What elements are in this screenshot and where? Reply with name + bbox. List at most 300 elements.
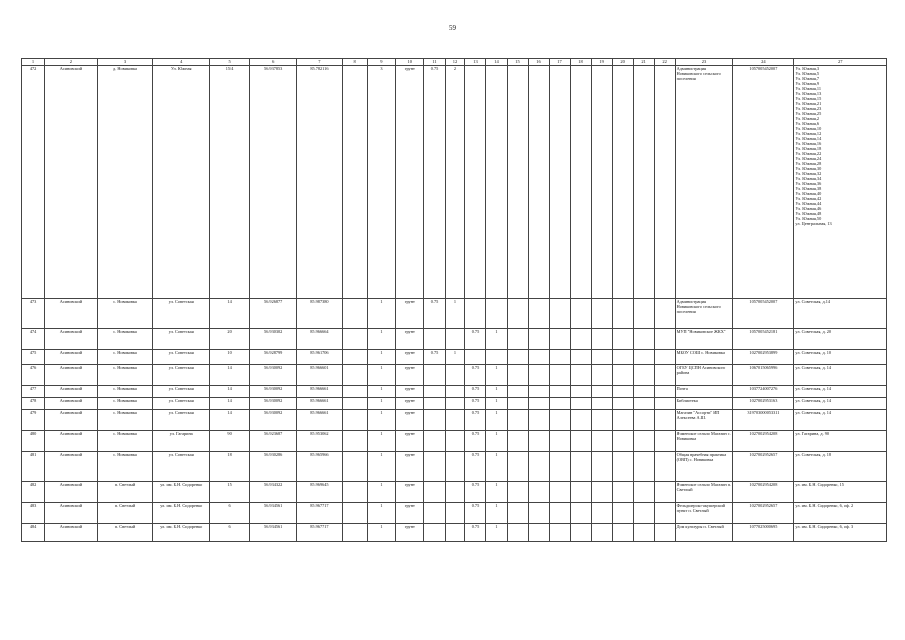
table-cell (612, 524, 633, 542)
table-row (22, 431, 887, 452)
table-row (22, 365, 887, 386)
address-item: Ул. Южная,50 (795, 216, 822, 221)
table-cell (528, 66, 549, 299)
column-header: 12 (445, 59, 465, 66)
table-cell: ОГБУ ЦСПН Асиновского района (675, 365, 733, 386)
address-list (795, 66, 885, 226)
table-cell: с. Новиковка (97, 299, 153, 329)
table-cell (424, 482, 445, 503)
table-cell (570, 524, 591, 542)
table-cell (570, 350, 591, 365)
table-cell: п. Светлый (97, 482, 153, 503)
table-row (22, 386, 887, 398)
table-cell: 56.930092 (250, 386, 297, 398)
table-cell (445, 482, 465, 503)
table-cell: 1 (486, 329, 507, 350)
table-cell (591, 365, 612, 386)
table-cell (654, 524, 675, 542)
table-cell: Асиновский (45, 503, 98, 524)
table-cell (424, 524, 445, 542)
table-cell (612, 66, 633, 299)
address-item: Ул. Южная,36 (795, 181, 822, 186)
table-cell (549, 398, 570, 410)
table-cell: 1037724007276 (733, 386, 794, 398)
table-cell (612, 452, 633, 482)
table-cell (654, 482, 675, 503)
table-cell (342, 452, 367, 482)
table-cell: 1027002952657 (733, 503, 794, 524)
address-item: Ул. Южная,6 (795, 121, 820, 126)
table-cell (342, 431, 367, 452)
table-cell (424, 329, 445, 350)
table-cell: 85.966601 (297, 365, 342, 386)
table-cell: 0.75 (465, 482, 486, 503)
address-item: Ул. Южная,5 (795, 71, 820, 76)
table-cell (549, 66, 570, 299)
table-cell: грунт (396, 482, 424, 503)
table-cell: 56.928799 (250, 350, 297, 365)
table-cell: Администрация Новиковского сельского поселения (675, 299, 733, 329)
table-cell: 482 (22, 482, 45, 503)
table-cell: 0.75 (465, 452, 486, 482)
table-cell: 85.966664 (297, 329, 342, 350)
table-cell: 14 (210, 398, 250, 410)
table-cell: 0.75 (465, 329, 486, 350)
table-cell: ул. им. Б.Н. Сидоренко, 15 (794, 482, 887, 503)
table-cell: 1077025000695 (733, 524, 794, 542)
table-cell: 10 (210, 350, 250, 365)
column-header: 23 (675, 59, 733, 66)
table-cell (445, 386, 465, 398)
table-cell (528, 350, 549, 365)
column-number-row (22, 59, 887, 66)
table-cell (342, 503, 367, 524)
table-cell: 1 (367, 482, 395, 503)
table-cell (424, 386, 445, 398)
table-cell: ул. Советская, д. 10 (794, 350, 887, 365)
table-cell (591, 66, 612, 299)
table-cell (342, 329, 367, 350)
table-cell: ул. Советская, д. 18 (794, 452, 887, 482)
column-header: 3 (97, 59, 153, 66)
table-cell (654, 398, 675, 410)
table-cell: грунт (396, 431, 424, 452)
table-cell (465, 66, 486, 299)
table-cell (612, 482, 633, 503)
table-cell: ул. им. Б.Н. Сидоренко (153, 503, 210, 524)
table-cell (342, 524, 367, 542)
column-header: 21 (633, 59, 654, 66)
column-header: 14 (486, 59, 507, 66)
table-cell (549, 452, 570, 482)
table-cell: 1 (486, 398, 507, 410)
table-cell: ул. Гагарина (153, 431, 210, 452)
table-cell (612, 299, 633, 329)
table-row (22, 524, 887, 542)
table-cell (654, 452, 675, 482)
table-cell: Асиновский (45, 482, 98, 503)
table-cell (528, 299, 549, 329)
table-cell (549, 329, 570, 350)
table-cell (612, 329, 633, 350)
table-cell (424, 398, 445, 410)
table-cell (528, 452, 549, 482)
table-cell (549, 350, 570, 365)
table-cell (528, 482, 549, 503)
table-cell: ул. им. Б.Н. Сидоренко, 6, оф. 3 (794, 524, 887, 542)
table-cell: Асиновский (45, 66, 98, 299)
table-row (22, 329, 887, 350)
table-cell: 14 (210, 410, 250, 431)
table-cell (424, 365, 445, 386)
table-cell (342, 410, 367, 431)
table-cell: ул. Советская, д. 14 (794, 398, 887, 410)
table-cell (549, 482, 570, 503)
address-item: Ул. Южная,23 (795, 106, 822, 111)
address-item: Ул. Южная,11 (795, 86, 822, 91)
table-cell (591, 431, 612, 452)
table-cell: Ячменское сельпо Магазин п. Светлый (675, 482, 733, 503)
table-cell (342, 386, 367, 398)
table-cell: ул. Советская (153, 329, 210, 350)
address-item: Ул. Южная,12 (795, 131, 822, 136)
table-cell: 319703000053311 (733, 410, 794, 431)
table-cell (570, 299, 591, 329)
table-cell (507, 350, 528, 365)
table-cell (591, 329, 612, 350)
table-cell: с. Новиковка (97, 431, 153, 452)
table-cell (633, 350, 654, 365)
table-cell: Администрация Новиковского сельского поселения (675, 66, 733, 299)
table-cell: грунт (396, 386, 424, 398)
table-row (22, 410, 887, 431)
column-header: 7 (297, 59, 342, 66)
table-cell: с. Новиковка (97, 350, 153, 365)
address-item: Ул. Южная,32 (795, 171, 822, 176)
table-cell: 56.934561 (250, 503, 297, 524)
table-cell (633, 329, 654, 350)
table-cell: 14 (210, 365, 250, 386)
address-item: Ул. Южная,9 (795, 81, 820, 86)
table-cell (342, 66, 367, 299)
table-cell (507, 398, 528, 410)
table-cell: ул. Советская (153, 365, 210, 386)
table-cell (507, 299, 528, 329)
table-cell: ул. Советская (153, 452, 210, 482)
table-cell: 6 (210, 524, 250, 542)
table-cell: 0.75 (465, 431, 486, 452)
table-cell: Асиновский (45, 386, 98, 398)
table-cell (342, 482, 367, 503)
address-item: Ул. Южная,21 (795, 101, 822, 106)
table-cell: МУП "Новиковское ЖКХ" (675, 329, 733, 350)
table-cell: 15/4 (210, 66, 250, 299)
table-cell: 56.937853 (250, 66, 297, 299)
table-cell: грунт (396, 452, 424, 482)
address-item: Ул. Южная,7 (795, 76, 820, 81)
table-cell: 1 (367, 386, 395, 398)
table-cell (570, 482, 591, 503)
table-cell: 472 (22, 66, 45, 299)
table-cell (612, 410, 633, 431)
table-cell (633, 431, 654, 452)
table-cell: 56.930302 (250, 329, 297, 350)
table-cell (633, 524, 654, 542)
table-cell: 481 (22, 452, 45, 482)
table-cell (591, 398, 612, 410)
table-cell (528, 410, 549, 431)
table-cell (633, 482, 654, 503)
table-cell (507, 365, 528, 386)
table-cell: 475 (22, 350, 45, 365)
table-cell (570, 431, 591, 452)
table-cell (570, 365, 591, 386)
table-cell (654, 431, 675, 452)
table-cell: 85.967717 (297, 503, 342, 524)
address-item: Ул. Южная,28 (795, 161, 822, 166)
table-cell: грунт (396, 524, 424, 542)
table-cell (654, 329, 675, 350)
table-cell (445, 524, 465, 542)
table-cell (570, 452, 591, 482)
table-cell (591, 386, 612, 398)
table-cell: п. Светлый (97, 524, 153, 542)
table-cell: 56.930092 (250, 398, 297, 410)
table-cell: 1 (367, 524, 395, 542)
column-header: 15 (507, 59, 528, 66)
table-cell: 0.75 (465, 524, 486, 542)
table-cell: грунт (396, 398, 424, 410)
table-cell (549, 365, 570, 386)
table-cell: 85.967717 (297, 524, 342, 542)
column-header: 8 (342, 59, 367, 66)
table-cell (465, 299, 486, 329)
table-cell (591, 452, 612, 482)
table-cell: 1 (486, 431, 507, 452)
table-cell (507, 482, 528, 503)
table-cell (654, 299, 675, 329)
table-cell: 0.75 (465, 398, 486, 410)
table-cell (612, 350, 633, 365)
table-cell (507, 66, 528, 299)
table-cell (570, 386, 591, 398)
table-cell (633, 452, 654, 482)
table-cell: 0.75 (465, 410, 486, 431)
address-item: Ул. Южная,22 (795, 151, 822, 156)
table-cell (591, 299, 612, 329)
table-cell (507, 410, 528, 431)
table-cell: 1027002953899 (733, 350, 794, 365)
table-cell: 1 (367, 410, 395, 431)
column-header: 1 (22, 59, 45, 66)
table-cell: 15 (210, 482, 250, 503)
table-cell: 1 (367, 398, 395, 410)
table-cell: ул. Советская, д. 14 (794, 386, 887, 398)
table-cell: 85.969645 (297, 482, 342, 503)
table-cell (570, 66, 591, 299)
column-header: 5 (210, 59, 250, 66)
table-cell (591, 482, 612, 503)
table-cell: грунт (396, 365, 424, 386)
table-cell (507, 386, 528, 398)
table-cell: 56.934561 (250, 524, 297, 542)
table-cell (528, 386, 549, 398)
address-item: Ул. Южная,48 (795, 211, 822, 216)
table-cell: п. Светлый (97, 503, 153, 524)
column-header: 4 (153, 59, 210, 66)
table-cell: 1 (486, 452, 507, 482)
table-cell (549, 386, 570, 398)
table-cell (465, 350, 486, 365)
table-cell (424, 410, 445, 431)
table-cell: Дом культуры п. Светлый (675, 524, 733, 542)
table-cell (633, 299, 654, 329)
column-header: 17 (549, 59, 570, 66)
table-cell (633, 410, 654, 431)
table-cell (445, 365, 465, 386)
table-cell (424, 452, 445, 482)
table-cell: 1027002954208 (733, 431, 794, 452)
table-cell: ул. Советская, д. 14 (794, 410, 887, 431)
table-cell: 6 (210, 503, 250, 524)
table-cell (591, 350, 612, 365)
table-cell: грунт (396, 503, 424, 524)
table-cell: с. Новиковка (97, 329, 153, 350)
table-cell: Асиновский (45, 350, 98, 365)
table-cell (794, 66, 887, 299)
address-item: Ул. Южная,3 (795, 66, 820, 71)
table-cell (528, 503, 549, 524)
table-cell: Асиновский (45, 524, 98, 542)
address-item: Ул. Южная,15 (795, 96, 822, 101)
table-cell (445, 431, 465, 452)
table-cell (633, 365, 654, 386)
table-cell: ул. Советская, д. 14 (794, 365, 887, 386)
table-row (22, 66, 887, 299)
address-item: Ул. Южная,14 (795, 136, 822, 141)
table-cell: 1 (367, 329, 395, 350)
address-item: Ул. Южная,30 (795, 166, 822, 171)
table-cell: Ячменское сельпо Магазин с. Новиковка (675, 431, 733, 452)
table-cell: ул. Советская, д. 20 (794, 329, 887, 350)
table-cell: 85.965966 (297, 452, 342, 482)
table-cell: 1 (367, 365, 395, 386)
table-cell: ул. Советская (153, 410, 210, 431)
address-item: Ул. Южная,24 (795, 156, 822, 161)
table-cell (633, 386, 654, 398)
address-item: Ул. Южная,13 (795, 91, 822, 96)
address-item: Ул. Южная,25 (795, 111, 822, 116)
address-item: Ул. Южная,2 (795, 116, 820, 121)
column-header: 19 (591, 59, 612, 66)
column-header: 10 (396, 59, 424, 66)
table-cell (570, 503, 591, 524)
table-cell (591, 410, 612, 431)
table-cell: 14 (210, 386, 250, 398)
table-cell: 484 (22, 524, 45, 542)
table-row (22, 503, 887, 524)
table-cell (342, 299, 367, 329)
table-cell: 1 (445, 299, 465, 329)
table-cell: 90 (210, 431, 250, 452)
table-cell (507, 503, 528, 524)
table-cell (424, 503, 445, 524)
table-cell (654, 386, 675, 398)
table-cell: 477 (22, 386, 45, 398)
table-cell: д. Новиковка (97, 66, 153, 299)
table-cell: 0.75 (424, 66, 445, 299)
table-cell: Асиновский (45, 329, 98, 350)
table-cell: 474 (22, 329, 45, 350)
column-header: 11 (424, 59, 445, 66)
table-cell (612, 431, 633, 452)
column-header: 6 (250, 59, 297, 66)
table-row (22, 299, 887, 329)
table-cell: ул. Советская (153, 386, 210, 398)
table-cell (549, 431, 570, 452)
column-header: 13 (465, 59, 486, 66)
table-row (22, 398, 887, 410)
table-cell: Асиновский (45, 365, 98, 386)
address-item: Ул. Южная,18 (795, 146, 822, 151)
address-item: Ул. Южная,16 (795, 141, 822, 146)
table-cell: 1067015065996 (733, 365, 794, 386)
table-cell: 0.75 (465, 503, 486, 524)
table-cell: 85.987380 (297, 299, 342, 329)
table-cell (486, 350, 507, 365)
table-cell (591, 524, 612, 542)
table-cell: 14 (210, 299, 250, 329)
table-row (22, 482, 887, 503)
table-cell (654, 503, 675, 524)
address-item: Ул. Южная,34 (795, 176, 822, 181)
table-cell: ул. Советская, д.14 (794, 299, 887, 329)
address-item: Ул. Южная,42 (795, 196, 822, 201)
table-cell (570, 398, 591, 410)
table-cell (528, 365, 549, 386)
table-cell: 1057005452007 (733, 299, 794, 329)
table-cell: ул. им. Б.Н. Сидоренко, 6, оф. 2 (794, 503, 887, 524)
table-cell (486, 299, 507, 329)
address-item: Ул. Южная,10 (795, 126, 822, 131)
table-cell: 1057005452181 (733, 329, 794, 350)
table-cell: 1 (486, 410, 507, 431)
table-cell: 0.75 (465, 365, 486, 386)
table-cell (507, 524, 528, 542)
table-cell (507, 329, 528, 350)
table-cell: Асиновский (45, 299, 98, 329)
table-cell (528, 329, 549, 350)
table-cell: с. Новиковка (97, 398, 153, 410)
column-header: 24 (733, 59, 794, 66)
table-cell: 1 (486, 386, 507, 398)
table-cell: с. Новиковка (97, 365, 153, 386)
column-header: 20 (612, 59, 633, 66)
table-cell: 85.966661 (297, 410, 342, 431)
table-cell: ул. Советская (153, 299, 210, 329)
table-cell: Асиновский (45, 452, 98, 482)
table-cell: 1027002954208 (733, 482, 794, 503)
table-cell: 56.934322 (250, 482, 297, 503)
table-cell (612, 398, 633, 410)
table-cell (612, 365, 633, 386)
table-cell: 1 (486, 524, 507, 542)
column-header: 9 (367, 59, 395, 66)
table-cell: 85.966661 (297, 398, 342, 410)
table-cell (654, 410, 675, 431)
table-cell: 2 (445, 66, 465, 299)
table-cell (445, 410, 465, 431)
